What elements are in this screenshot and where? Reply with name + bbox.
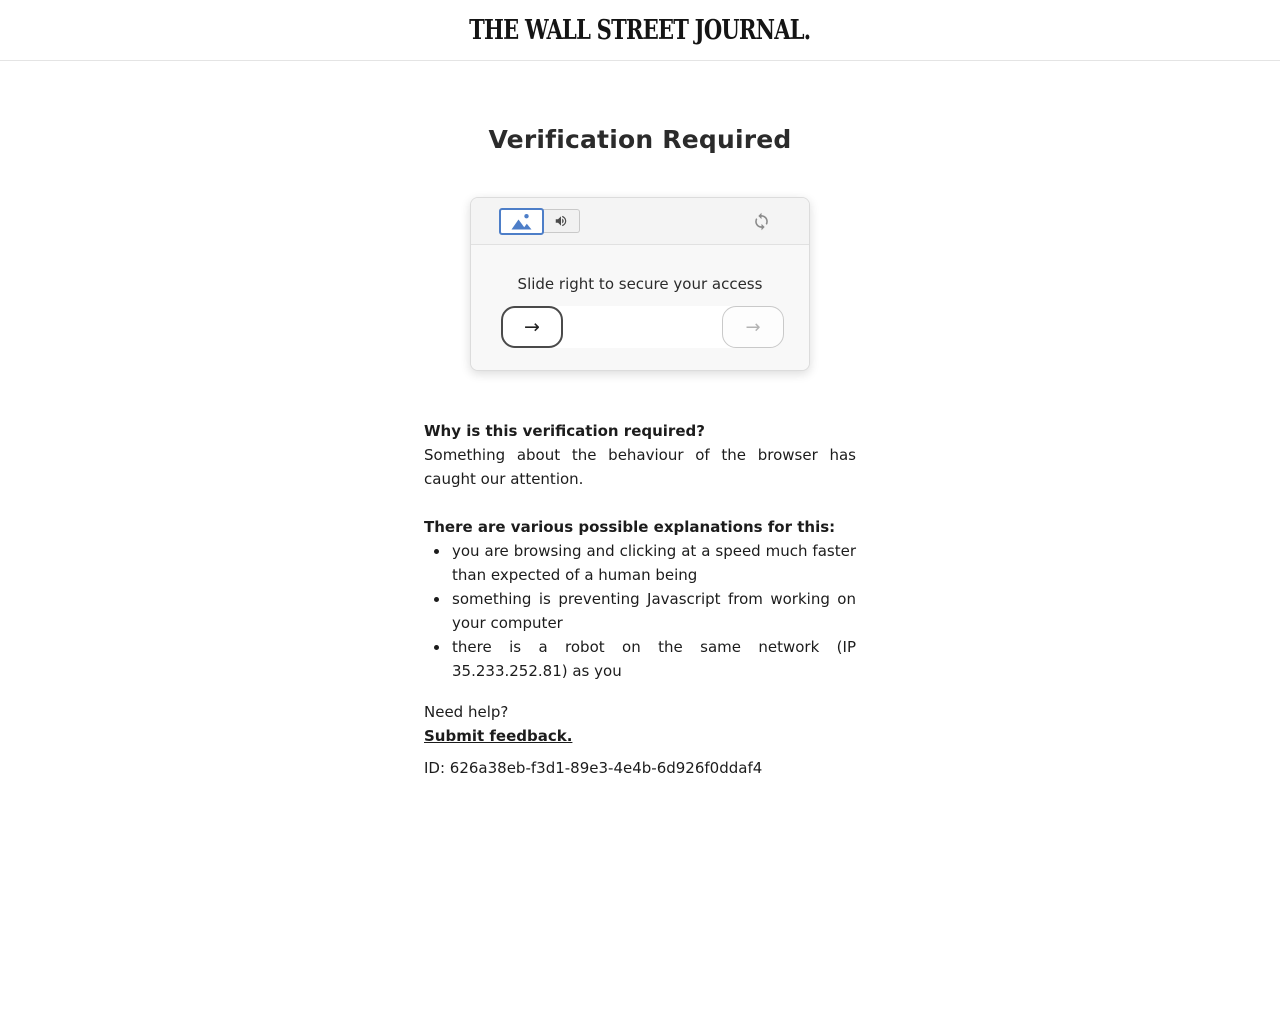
list-item: • something is preventing Javascript from working on your computer xyxy=(450,587,856,635)
explanations-heading: There are various possible explanations for this: xyxy=(424,518,836,536)
need-help-text: Need help? xyxy=(424,703,509,721)
captcha-mode-toggle xyxy=(499,208,580,235)
slide-instruction: Slide right to secure your access xyxy=(517,275,763,293)
slider-target xyxy=(722,306,784,348)
page-title: Verification Required xyxy=(488,125,792,154)
why-body: Something about the behaviour of the browser has caught our attention. xyxy=(424,446,856,488)
arrow-right-icon: → xyxy=(524,316,540,338)
refresh-challenge-button[interactable] xyxy=(750,210,772,232)
image-icon xyxy=(511,213,533,230)
explanations-list xyxy=(424,539,856,683)
audio-challenge-button[interactable] xyxy=(543,209,580,233)
wsj-logo: THE WALL STREET JOURNAL. xyxy=(469,14,811,46)
request-id: ID: 626a38eb-f3d1-89e3-4e4b-6d926f0ddaf4 xyxy=(424,759,763,777)
captcha-body xyxy=(471,245,809,370)
captcha-widget xyxy=(470,197,810,371)
captcha-header xyxy=(471,198,809,245)
speaker-icon xyxy=(553,214,569,228)
arrow-right-icon: → xyxy=(745,316,761,338)
slider-track[interactable] xyxy=(501,306,784,348)
site-header xyxy=(0,0,1280,61)
image-challenge-button[interactable] xyxy=(499,208,544,235)
list-item: • you are browsing and clicking at a speed much faster than expected of a human being xyxy=(450,539,856,587)
refresh-icon xyxy=(752,212,771,231)
why-heading: Why is this verification required? xyxy=(424,422,705,440)
explanation-section xyxy=(424,419,856,780)
slider-handle[interactable] xyxy=(501,306,563,348)
submit-feedback-link[interactable]: Submit feedback. xyxy=(424,727,573,745)
list-item: • there is a robot on the same network (IP 35.233.252.81) as you xyxy=(450,635,856,683)
